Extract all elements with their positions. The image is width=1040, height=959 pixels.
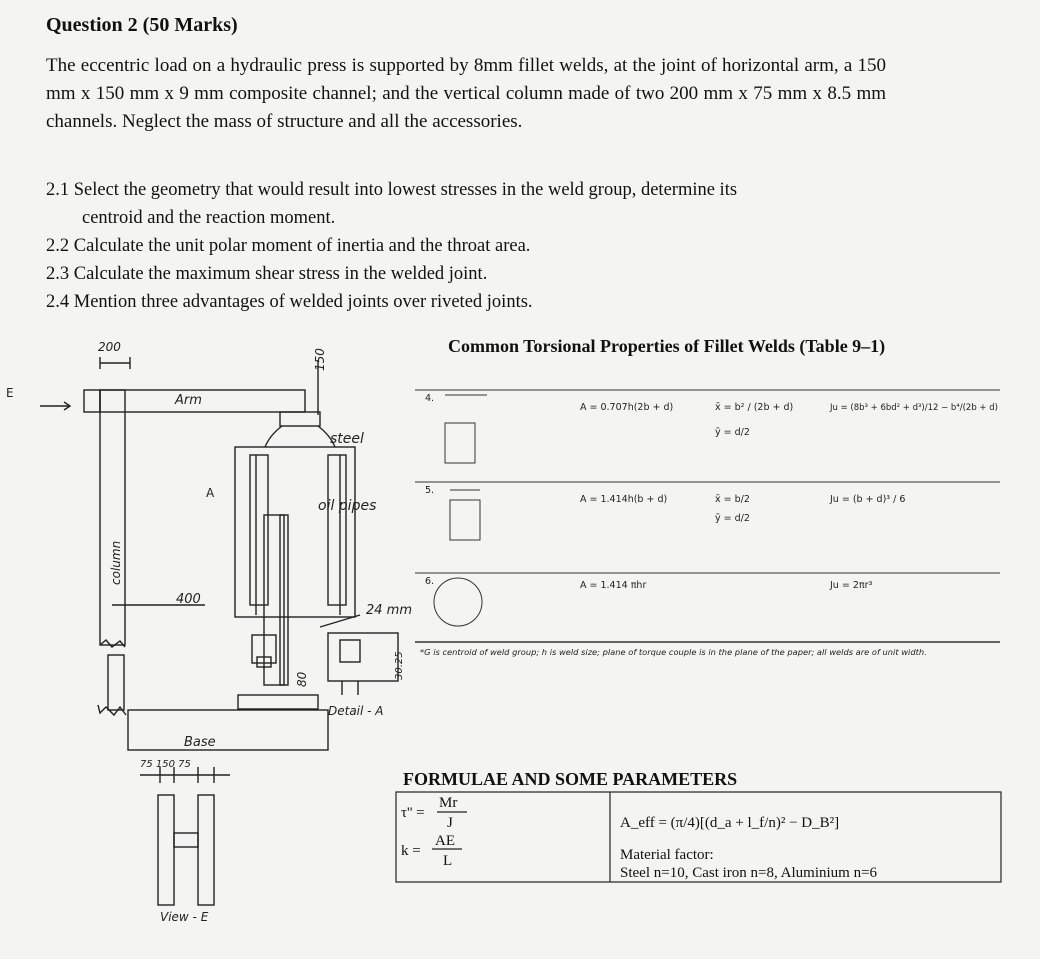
row-xbar: x̄ = b² / (2b + d) (715, 402, 794, 413)
formula-shear-lhs: τ'' = (401, 805, 425, 821)
arm-shape (100, 390, 305, 412)
item-text: Select the geometry that would result into lowest stresses in the weld group, determine its (73, 180, 738, 200)
press-sketch (6, 335, 413, 935)
question-item (46, 260, 926, 288)
formula-k-lhs: k = (401, 843, 421, 859)
label-a: A (206, 486, 215, 500)
item-text: Calculate the unit polar moment of inertia and the throat area. (73, 236, 531, 256)
label-e: E (6, 386, 14, 400)
formulae-frame (395, 765, 1003, 883)
formula-k-num: AE (435, 833, 455, 849)
label-base: Base (184, 735, 216, 750)
formula-shear-den: J (447, 815, 453, 831)
item-continuation: centroid and the reaction moment. (82, 208, 336, 228)
row-ju: Ju = (8b³ + 6bd² + d³)/12 − b⁴/(2b + d) (830, 403, 998, 413)
item-number: 2.2 (46, 236, 70, 256)
dim-24mm: 24 mm (366, 603, 413, 618)
material-values: Steel n=10, Cast iron n=8, Aluminium n=6 (620, 865, 878, 881)
question-title: Question 2 (50 Marks) (46, 14, 238, 36)
column-shape (100, 390, 125, 645)
question-items (46, 176, 926, 316)
item-text: Mention three advantages of welded joints over riveted joints. (73, 292, 533, 312)
label-arm: Arm (175, 393, 202, 408)
formula-aeff: A_eff = (π/4)[(d_a + l_f/n)² − D_B²] (620, 815, 840, 831)
formulae-heading: FORMULAE AND SOME PARAMETERS (403, 769, 738, 789)
row-ju: Ju = 2πr³ (830, 580, 873, 591)
question-item (46, 176, 926, 232)
row-area: A = 1.414h(b + d) (580, 494, 668, 505)
dims-bottom: 75 150 75 (140, 759, 191, 770)
label-column: column (109, 540, 123, 585)
label-detail-a: Detail - A (328, 704, 384, 718)
row-ju: Ju = (b + d)³ / 6 (830, 494, 906, 505)
dim-30-25: 30.25 (394, 651, 405, 680)
row-area: A = 1.414 πhr (580, 580, 647, 591)
row-area: A = 0.707h(2b + d) (580, 402, 674, 413)
item-number: 2.1 (46, 180, 70, 200)
base-shape (128, 710, 328, 750)
table-title: Common Torsional Properties of Fillet Welds (Table 9–1) (448, 336, 886, 356)
item-number: 2.4 (46, 292, 70, 312)
row-number: 4. (425, 393, 435, 404)
item-text: Calculate the maximum shear stress in the welded joint. (73, 264, 488, 284)
label-steel: steel (330, 431, 364, 447)
item-number: 2.3 (46, 264, 70, 284)
label-view-e: View - E (160, 910, 209, 924)
question-item (46, 288, 926, 316)
dim-200: 200 (98, 340, 121, 354)
formulae-box (395, 765, 1003, 883)
row-ybar: ȳ = d/2 (715, 427, 750, 438)
dim-80: 80 (295, 671, 309, 687)
label-oil-pipes: oil pipes (318, 498, 377, 514)
question-intro: The eccentric load on a hydraulic press is supported by 8mm fillet welds, at the joint of horizontal arm, a 150 mm x 150 mm x 9 mm composite channel; and the vertical column made of two 200 mm x 75 mm x 8.5 mm channels. Neglect the mass of structure and all the accessories. (46, 55, 886, 132)
dim-400: 400 (176, 592, 201, 607)
dim-150: 150 (313, 348, 327, 371)
formula-k-den: L (443, 853, 453, 869)
question-item (46, 232, 926, 260)
material-label: Material factor: (620, 847, 714, 863)
row-ybar: ȳ = d/2 (715, 513, 750, 524)
row-number: 5. (425, 485, 435, 496)
row-number: 6. (425, 576, 435, 587)
row-xbar: x̄ = b/2 (715, 494, 750, 505)
table-footnote: *G is centroid of weld group; h is weld size; plane of torque couple is in the plane of the paper; all welds are of unit width. (420, 647, 927, 657)
weld-table (415, 375, 1005, 675)
formula-shear-num: Mr (439, 795, 458, 811)
